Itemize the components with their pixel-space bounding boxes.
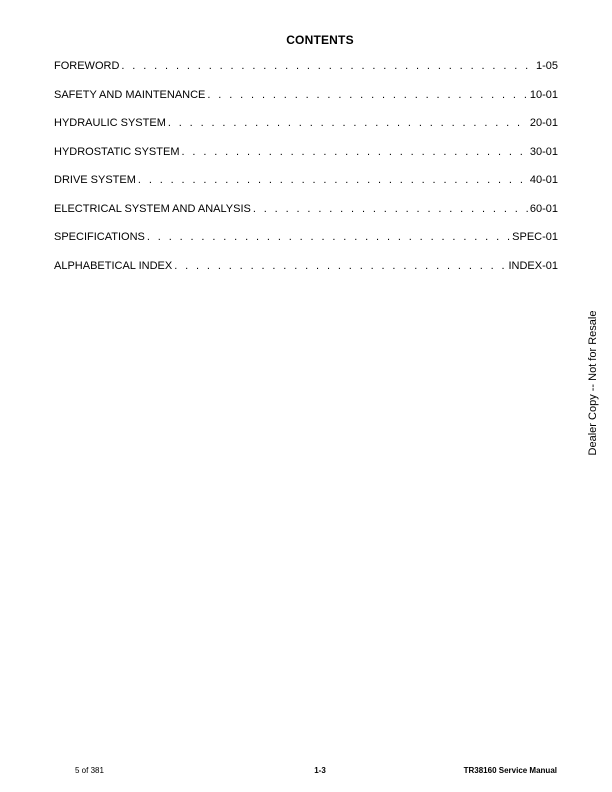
toc-entry-page: 30-01 [529,145,558,158]
footer-page-count: 5 of 381 [75,766,104,775]
toc-entry-label: SPECIFICATIONS [54,231,145,243]
toc-entry-label: FOREWORD [54,60,120,72]
footer-manual-title: TR38160 Service Manual [463,766,557,775]
toc-entry[interactable] [54,173,558,202]
toc-dot-leader [147,230,510,244]
toc-entry-page: 10-01 [529,88,558,101]
toc-entry-page: 20-01 [529,117,558,129]
toc-entry-label: HYDRAULIC SYSTEM [54,117,166,129]
toc-dot-leader [138,173,528,187]
toc-entry[interactable] [54,88,558,117]
footer-page-number: 1-3 [314,766,326,775]
page-title: CONTENTS [286,33,354,47]
toc-entry[interactable] [54,202,558,231]
toc-entry-page: 60-01 [529,202,558,215]
toc-entry[interactable] [54,230,558,259]
toc-entry[interactable] [54,59,558,88]
dealer-copy-stamp-text: Dealer Copy -- Not for Resale [587,310,599,456]
toc-entry-label: ALPHABETICAL INDEX [54,259,173,272]
toc-dot-leader [207,88,527,102]
toc-entry-page: SPEC-01 [512,231,558,243]
toc-entry-label: HYDROSTATIC SYSTEM [54,145,180,158]
toc-dot-leader [174,259,506,273]
toc-entry-label: ELECTRICAL SYSTEM AND ANALYSIS [54,202,251,215]
toc-entry-label: DRIVE SYSTEM [54,174,136,186]
toc-entry[interactable] [54,116,558,145]
toc-entry[interactable] [54,145,558,174]
toc-entry[interactable] [54,259,558,288]
toc-dot-leader [182,145,528,159]
toc-dot-leader [121,59,534,73]
toc-entry-page: 1-05 [535,60,558,72]
toc-dot-leader [253,202,528,216]
toc-entry-label: SAFETY AND MAINTENANCE [54,88,206,101]
toc-dot-leader [168,116,528,130]
table-of-contents [54,59,558,287]
toc-entry-page: 40-01 [529,174,558,186]
toc-entry-page: INDEX-01 [508,259,558,272]
